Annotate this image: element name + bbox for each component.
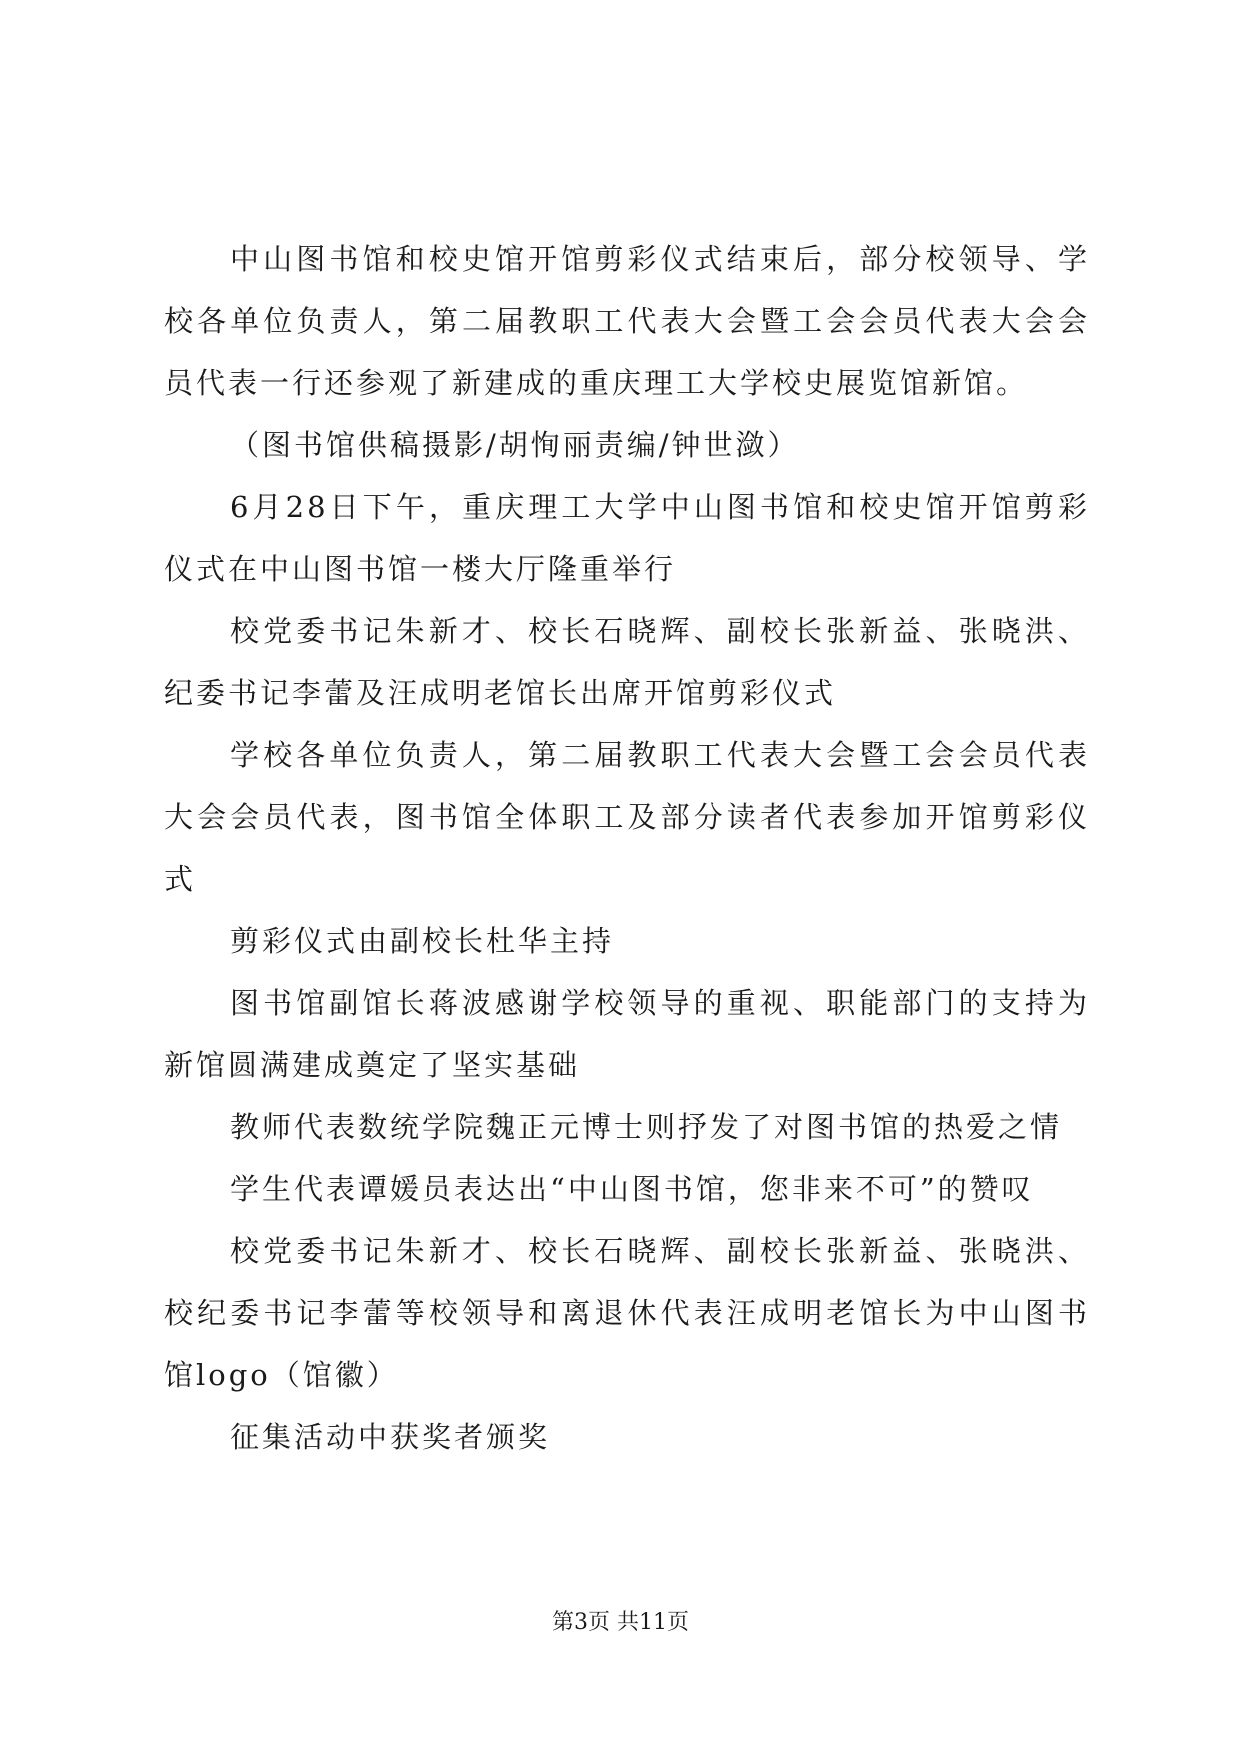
paragraph: 图书馆副馆长蒋波感谢学校领导的重视、职能部门的支持为新馆圆满建成奠定了坚实基础 (164, 986, 1090, 1082)
page-number-footer: 第3页 共11页 (552, 1610, 689, 1635)
paragraph: 剪彩仪式由副校长杜华主持 (230, 924, 615, 958)
paragraph: 征集活动中获奖者颁奖 (230, 1420, 551, 1454)
paragraph: 6月28日下午，重庆理工大学中山图书馆和校史馆开馆剪彩仪式在中山图书馆一楼大厅隆重举行 (164, 490, 1090, 586)
paragraph: 校党委书记朱新才、校长石晓辉、副校长张新益、张晓洪、纪委书记李蕾及汪成明老馆长出席开馆剪彩仪式 (164, 614, 1090, 710)
paragraph: （图书馆供稿摄影/胡恂丽责编/钟世潋） (230, 428, 800, 462)
paragraph: 校党委书记朱新才、校长石晓辉、副校长张新益、张晓洪、校纪委书记李蕾等校领导和离退休代表汪成明老馆长为中山图书馆logo（馆徽） (164, 1234, 1090, 1392)
paragraph: 中山图书馆和校史馆开馆剪彩仪式结束后，部分校领导、学校各单位负责人，第二届教职工代表大会暨工会会员代表大会会员代表一行还参观了新建成的重庆理工大学校史展览馆新馆。 (164, 242, 1090, 400)
document-body (164, 228, 1090, 1468)
paragraph: 学生代表谭媛员表达出“中山图书馆，您非来不可”的赞叹 (230, 1172, 1034, 1206)
paragraph: 教师代表数统学院魏正元博士则抒发了对图书馆的热爱之情 (230, 1110, 1063, 1144)
paragraph: 学校各单位负责人，第二届教职工代表大会暨工会会员代表大会会员代表，图书馆全体职工及部分读者代表参加开馆剪彩仪式 (164, 738, 1090, 896)
